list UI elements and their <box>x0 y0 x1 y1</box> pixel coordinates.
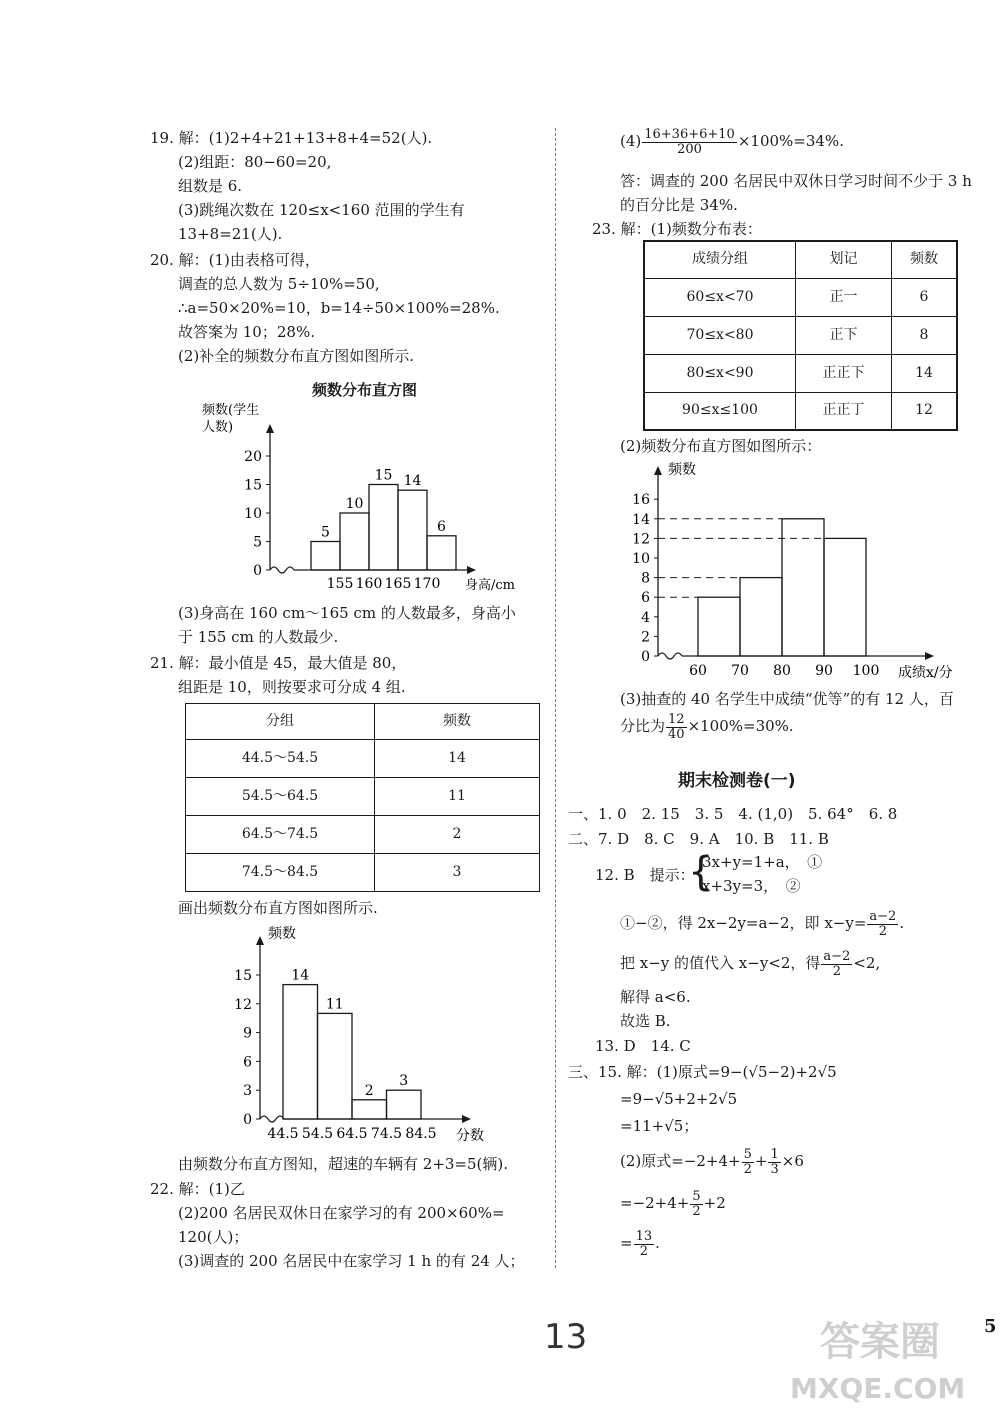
fraction-numerator: a−2 <box>823 949 851 964</box>
histogram-height <box>190 400 535 595</box>
fraction-numerator: 13 <box>635 1229 653 1244</box>
y-tick-label: 16 <box>632 492 650 509</box>
fraction-denominator: 2 <box>692 1203 701 1219</box>
y-tick-label: 15 <box>234 968 252 984</box>
y-tick-label: 0 <box>243 1112 252 1128</box>
histogram-score-q21 <box>220 920 520 1152</box>
q22-line-3: 120(人)； <box>178 1228 249 1246</box>
x-axis-arrow <box>467 566 476 574</box>
table23-header-count: 频数 <box>892 241 958 278</box>
fraction-numerator: 5 <box>692 1189 701 1204</box>
q15-line-6-fraction <box>634 1230 655 1258</box>
y-tick-label: 3 <box>243 1083 252 1100</box>
page-number: 13 <box>544 1317 588 1357</box>
q19-line-1: 19. 解：(1)2+4+21+13+8+4=52(人). <box>150 129 433 147</box>
histogram-1-title: 频数分布直方图 <box>312 381 418 399</box>
fraction-denominator: 200 <box>677 141 702 157</box>
y-tick-label: 12 <box>632 531 650 548</box>
q12-prefix: 12. B 提示： <box>595 866 695 884</box>
table23-cell: 90≤x≤100 <box>644 392 796 430</box>
table23-cell: 80≤x<90 <box>644 354 796 392</box>
y-axis-arrow <box>266 424 274 433</box>
x-tick-label: 84.5 <box>405 1126 437 1142</box>
table21-cell: 3 <box>375 854 540 892</box>
histogram-bar <box>340 513 369 570</box>
watermark-logo: 答案圈 <box>820 1319 940 1365</box>
x-tick-label: 60 <box>689 663 707 679</box>
q23-line-1: 23. 解：(1)频数分布表： <box>592 220 762 238</box>
q20-3-line-2: 于 155 cm 的人数最少. <box>178 628 339 646</box>
fraction-numerator: 16+36+6+10 <box>644 127 735 142</box>
q23-2-line: (2)频数分布直方图如图所示： <box>620 437 822 455</box>
q21-histogram-intro: 画出频数分布直方图如图所示. <box>178 899 378 917</box>
table23-header-tally: 划记 <box>796 241 892 278</box>
q21-conclusion: 由频数分布直方图知，超速的车辆有 2+3=5(辆). <box>178 1155 509 1173</box>
fraction-numerator: 12 <box>668 712 685 727</box>
q20-line-4: 故答案为 10；28%. <box>178 323 315 341</box>
q23-3-fraction <box>666 713 687 741</box>
histogram-bar <box>698 597 740 656</box>
x-axis-label: 成绩x/分 <box>898 665 953 680</box>
histogram-bar <box>311 542 340 571</box>
q12-line-1 <box>620 910 904 938</box>
bar-data-label: 15 <box>374 467 393 484</box>
y-tick-label: 8 <box>641 570 650 587</box>
fraction-denominator: 40 <box>668 726 685 742</box>
y-tick-label: 5 <box>253 534 262 551</box>
axis-break-mark <box>658 653 682 659</box>
histogram-score-q23 <box>620 458 970 680</box>
y-axis-label: 频数 <box>668 462 696 478</box>
fraction-denominator: 2 <box>878 923 887 939</box>
x-axis-arrow <box>462 1115 471 1123</box>
answers-13-14: 13. D 14. C <box>595 1037 691 1055</box>
x-tick-label: 170 <box>413 576 441 592</box>
fraction-denominator: 2 <box>743 1161 752 1177</box>
q15-line-5-suffix: +2 <box>703 1194 726 1213</box>
histogram-bar <box>824 538 866 656</box>
y-tick-label: 6 <box>243 1054 252 1071</box>
axis-break-mark <box>270 567 294 573</box>
table21-header-count: 频数 <box>375 704 540 740</box>
q12-line-1-prefix: ①−②，得 2x−2y=a−2，即 x−y= <box>620 914 867 933</box>
fraction-numerator: 1 <box>770 1147 779 1162</box>
x-tick-label: 155 <box>326 576 354 592</box>
q12-line-4: 故选 B. <box>620 1012 671 1030</box>
x-tick-label: 160 <box>355 576 383 592</box>
q21-line-1: 21. 解：最小值是 45，最大值是 80， <box>150 654 407 672</box>
q15-line-5 <box>620 1190 726 1218</box>
bar-data-label: 14 <box>291 967 310 984</box>
q19-line-2: (2)组距：80−60=20, <box>178 153 332 171</box>
q19-line-4: (3)跳绳次数在 120≤x<160 范围的学生有 <box>178 201 465 219</box>
histogram-bar <box>318 1013 353 1119</box>
y-tick-label: 2 <box>641 629 650 646</box>
y-tick-label: 10 <box>632 551 650 567</box>
page-corner-number: 5 <box>984 1316 997 1337</box>
q23-3-line-2 <box>620 713 794 741</box>
table23-cell: 正正丁 <box>796 392 892 430</box>
fraction-denominator: 2 <box>832 963 842 979</box>
bar-data-label: 14 <box>403 473 422 490</box>
histogram-bar <box>369 485 398 571</box>
table23-cell: 6 <box>892 278 958 316</box>
q15-line-4-plus: + <box>754 1152 768 1171</box>
x-axis-label: 分数 <box>456 1128 484 1144</box>
table23-cell: 70≤x<80 <box>644 316 796 354</box>
q12-line-3: 解得 a<6. <box>620 988 691 1006</box>
q12-line-2-fraction <box>821 950 852 978</box>
y-axis-label: 人数) <box>202 420 234 435</box>
q22-answer-line-1: 答：调查的 200 名居民中双休日学习时间不少于 3 h <box>620 172 972 190</box>
y-tick-label: 20 <box>244 449 262 465</box>
x-tick-label: 64.5 <box>336 1126 368 1142</box>
histogram-bar <box>398 490 427 570</box>
y-tick-label: 14 <box>632 511 650 528</box>
histogram-bar <box>283 985 318 1119</box>
table21-cell: 2 <box>375 816 540 854</box>
q22-line-2: (2)200 名居民双休日在家学习的有 200×60%= <box>178 1204 505 1222</box>
equation-brace: { <box>688 849 714 895</box>
q19-line-5: 13+8=21(人). <box>178 225 283 243</box>
q12-equation-1: 3x+y=1+a， ① <box>702 853 823 871</box>
q12-line-1-fraction <box>867 910 898 938</box>
q20-line-1: 20. 解：(1)由表格可得， <box>150 251 320 269</box>
x-axis-arrow <box>925 652 934 660</box>
histogram-bar <box>352 1100 387 1119</box>
histogram-bar <box>427 536 456 570</box>
histogram-bar <box>782 519 824 656</box>
q23-3-line-1: (3)抽查的 40 名学生中成绩“优等”的有 12 人，百 <box>620 690 954 708</box>
q15-line-4-prefix: (2)原式=−2+4+ <box>620 1152 741 1171</box>
q22-answer-line-2: 的百分比是 34%. <box>620 196 738 214</box>
q15-line-4-suffix: ×6 <box>781 1152 804 1171</box>
y-tick-label: 9 <box>243 1025 252 1042</box>
bar-data-label: 2 <box>364 1082 374 1099</box>
fraction-numerator: 5 <box>743 1147 752 1162</box>
x-tick-label: 80 <box>773 663 791 679</box>
q21-line-2: 组距是 10，则按要求可分成 4 组. <box>178 678 406 696</box>
q15-line-6-suffix: . <box>655 1234 660 1253</box>
table21-header-group: 分组 <box>186 704 375 740</box>
q15-line-2: =9−√5+2+2√5 <box>620 1090 738 1108</box>
y-tick-label: 6 <box>641 590 650 607</box>
x-tick-label: 44.5 <box>267 1126 299 1142</box>
q22-4-fraction <box>642 128 737 156</box>
x-tick-label: 54.5 <box>301 1126 334 1142</box>
exam-section-title: 期末检测卷(一) <box>678 771 796 791</box>
table21-cell: 14 <box>375 740 540 778</box>
y-tick-label: 4 <box>641 609 650 626</box>
bar-data-label: 10 <box>345 496 364 512</box>
q22-4-prefix: (4) <box>620 132 642 151</box>
q20-line-2: 调查的总人数为 5÷10%=50, <box>178 275 380 293</box>
q12-line-2 <box>620 950 880 978</box>
y-axis-arrow <box>256 936 264 945</box>
y-axis-arrow <box>654 466 662 475</box>
answers-part-1: 一、1. 0 2. 15 3. 5 4. (1,0) 5. 64° 6. 8 <box>568 805 898 823</box>
table23-cell: 14 <box>892 354 958 392</box>
y-tick-label: 0 <box>641 649 650 665</box>
table23-cell: 正一 <box>796 278 892 316</box>
q15-line-5-fraction <box>690 1190 702 1218</box>
q22-4-suffix: ×100%=34%. <box>737 132 844 151</box>
q12-line-2-suffix: <2, <box>853 954 881 973</box>
fraction-denominator: 2 <box>639 1243 648 1259</box>
q19-line-3: 组数是 6. <box>178 177 243 195</box>
q20-line-5: (2)补全的频数分布直方图如图所示. <box>178 347 415 365</box>
histogram-bar <box>387 1090 422 1119</box>
q20-line-3: ∴a=50×20%=10，b=14÷50×100%=28%. <box>178 299 500 317</box>
fraction-denominator: 3 <box>770 1161 779 1177</box>
q15-line-4 <box>620 1148 804 1176</box>
y-axis-label: 频数(学生 <box>202 403 260 418</box>
bar-data-label: 11 <box>325 996 344 1013</box>
q15-line-1: 三、15. 解：(1)原式=9−(√5−2)+2√5 <box>568 1063 837 1081</box>
q20-3-line-1: (3)身高在 160 cm～165 cm 的人数最多，身高小 <box>178 604 516 622</box>
table23-header-group: 成绩分组 <box>644 241 796 278</box>
table23-cell: 60≤x<70 <box>644 278 796 316</box>
q23-3-suffix: ×100%=30%. <box>687 717 794 736</box>
x-tick-label: 74.5 <box>370 1126 403 1142</box>
y-tick-label: 0 <box>253 563 262 579</box>
q15-line-4-fraction-2 <box>768 1148 780 1176</box>
x-axis-label: 身高/cm <box>465 578 515 593</box>
axis-break-mark <box>260 1116 284 1122</box>
y-tick-label: 10 <box>244 506 262 522</box>
x-tick-label: 100 <box>852 663 880 679</box>
table21-cell: 54.5～64.5 <box>186 778 375 816</box>
y-tick-label: 12 <box>234 996 252 1013</box>
q12-equation-2: x+3y=3， ② <box>702 877 801 895</box>
column-divider <box>555 128 556 1268</box>
x-tick-label: 70 <box>731 663 749 679</box>
y-axis-label: 频数 <box>268 926 296 942</box>
frequency-table-q23 <box>643 240 958 431</box>
q23-3-prefix: 分比为 <box>620 717 666 736</box>
bar-data-label: 3 <box>399 1073 409 1090</box>
table23-cell: 正正下 <box>796 354 892 392</box>
fraction-numerator: a−2 <box>869 909 897 924</box>
q22-line-1: 22. 解：(1)乙 <box>150 1180 245 1198</box>
x-tick-label: 90 <box>815 663 833 679</box>
table21-cell: 64.5～74.5 <box>186 816 375 854</box>
q22-4-line <box>620 128 844 156</box>
q15-line-5-prefix: =−2+4+ <box>620 1194 690 1213</box>
x-tick-label: 165 <box>384 576 412 592</box>
watermark-site: MXQE.COM <box>790 1372 966 1405</box>
q15-line-6 <box>620 1230 660 1258</box>
table21-cell: 11 <box>375 778 540 816</box>
bar-data-label: 5 <box>321 524 330 541</box>
q12-line-1-suffix: . <box>899 914 905 933</box>
y-tick-label: 15 <box>244 477 262 494</box>
table21-cell: 44.5～54.5 <box>186 740 375 778</box>
answers-part-2: 二、7. D 8. C 9. A 10. B 11. B <box>568 830 829 848</box>
frequency-table-q21 <box>185 703 540 892</box>
q12-line-2-prefix: 把 x−y 的值代入 x−y<2，得 <box>620 954 821 973</box>
table23-cell: 8 <box>892 316 958 354</box>
q22-line-4: (3)调查的 200 名居民中在家学习 1 h 的有 24 人； <box>178 1252 525 1270</box>
q15-line-3: =11+√5； <box>620 1117 699 1135</box>
table23-cell: 正下 <box>796 316 892 354</box>
q15-line-6-prefix: = <box>620 1234 633 1253</box>
table23-cell: 12 <box>892 392 958 430</box>
table21-cell: 74.5～84.5 <box>186 854 375 892</box>
histogram-bar <box>740 578 782 656</box>
q15-line-4-fraction-1 <box>742 1148 754 1176</box>
bar-data-label: 6 <box>437 518 446 535</box>
